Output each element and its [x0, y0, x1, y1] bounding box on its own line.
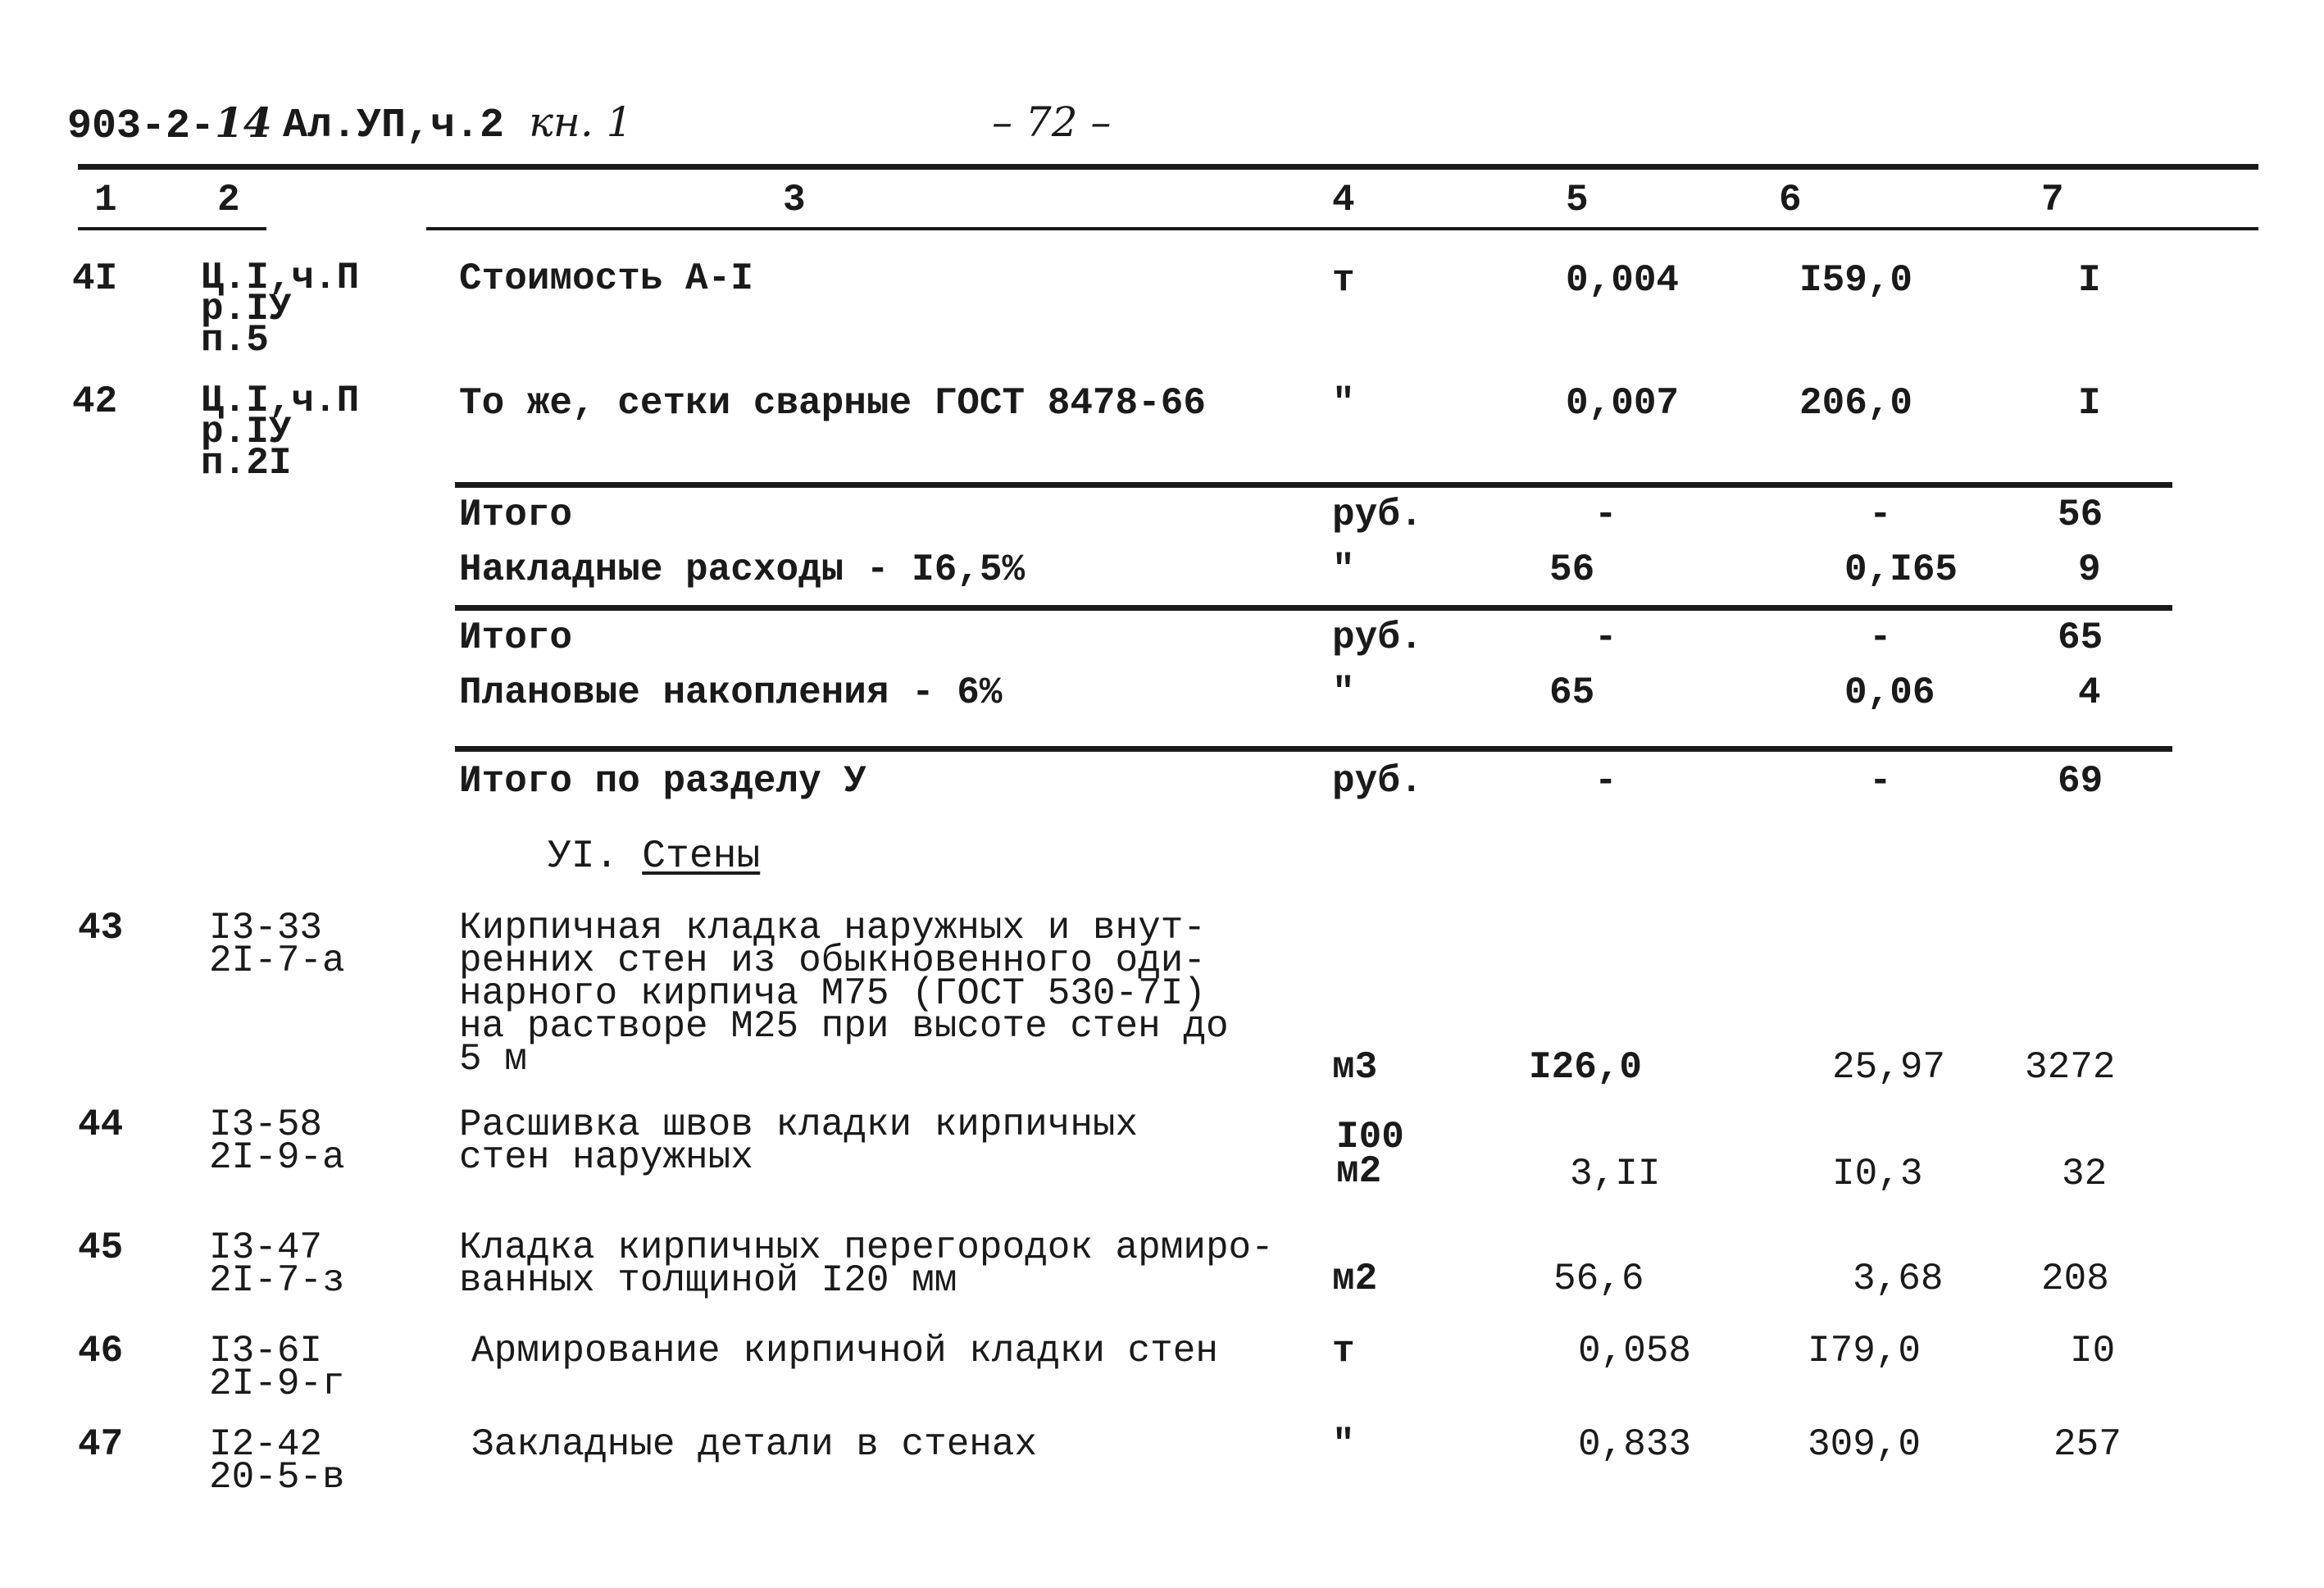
subtotal-1-total: 56 — [2058, 494, 2103, 536]
row-46-number: 46 — [78, 1330, 124, 1372]
subtotal-rule-3 — [455, 746, 2172, 752]
subtotal-2-unit: " — [1332, 548, 1355, 591]
page-number: – 72 – — [992, 98, 1112, 146]
subtotal-2-description: Накладные расходы - I6,5% — [459, 548, 1026, 591]
row-43-price: 25,97 — [1832, 1046, 1946, 1089]
row-42-unit: " — [1332, 382, 1355, 425]
column-header-rule-left — [78, 227, 266, 230]
row-44-number: 44 — [78, 1103, 124, 1146]
subtotal-1-unit: руб. — [1332, 494, 1423, 536]
album-handwritten: кн. 1 — [529, 98, 633, 146]
subtotal-2-price: 0,I65 — [1844, 548, 1958, 591]
row-42-total: I — [2078, 382, 2101, 425]
row-47-total: 257 — [2053, 1423, 2122, 1466]
row-46-price: I79,0 — [1808, 1330, 1922, 1372]
row-45-number: 45 — [78, 1226, 124, 1269]
subtotal-2-total: 9 — [2078, 548, 2101, 591]
section-total-total: 69 — [2058, 760, 2103, 803]
row-41-price: I59,0 — [1799, 259, 1913, 302]
section-total-unit: руб. — [1332, 760, 1423, 803]
row-46-total: I0 — [2070, 1330, 2116, 1372]
row-42-quantity: 0,007 — [1566, 382, 1680, 425]
row-47-number: 47 — [78, 1423, 124, 1466]
section-heading-number: УI. — [548, 835, 643, 879]
row-43-code: I3-33 2I-7-а — [209, 907, 345, 982]
subtotal-rule-1 — [455, 482, 2172, 488]
section-heading-title: Стены — [642, 835, 761, 879]
row-44-quantity: 3,II — [1570, 1153, 1661, 1195]
row-43-unit: м3 — [1332, 1046, 1378, 1089]
subtotal-3-unit: руб. — [1332, 617, 1423, 659]
row-44-total: 32 — [2062, 1153, 2108, 1195]
column-number-1: 1 — [94, 179, 117, 221]
row-47-price: 309,0 — [1808, 1423, 1922, 1466]
column-number-4: 4 — [1332, 179, 1355, 221]
album-reference — [283, 98, 632, 149]
row-45-description: Кладка кирпичных перегородок армиро- ванных толщиной I20 мм — [459, 1226, 1274, 1302]
row-43-total: 3272 — [2025, 1046, 2116, 1089]
subtotal-1-description: Итого — [459, 494, 573, 536]
row-42-price: 206,0 — [1799, 382, 1913, 425]
column-number-3: 3 — [783, 179, 806, 221]
subtotal-rule-2 — [455, 605, 2172, 611]
row-46-description: Армирование кирпичной кладки стен — [471, 1330, 1218, 1372]
row-41-total: I — [2078, 259, 2101, 302]
document-code — [67, 98, 272, 150]
column-header-rule-right — [426, 227, 2258, 230]
subtotal-1-price: - — [1869, 494, 1892, 536]
column-number-5: 5 — [1566, 179, 1589, 221]
table-top-rule — [78, 164, 2258, 170]
column-number-6: 6 — [1779, 179, 1802, 221]
row-46-code: I3-6I 2I-9-г — [209, 1330, 345, 1405]
subtotal-3-quantity: - — [1594, 617, 1617, 659]
row-41-quantity: 0,004 — [1566, 259, 1680, 302]
column-number-7: 7 — [2041, 179, 2064, 221]
row-42-description: То же, сетки сварные ГОСТ 8478-66 — [459, 382, 1206, 425]
subtotal-4-description: Плановые накопления - 6% — [459, 671, 1003, 714]
row-43-number: 43 — [78, 907, 124, 949]
document-code-printed: 903-2- — [67, 103, 216, 150]
subtotal-1-quantity: - — [1594, 494, 1617, 536]
row-41-unit: т — [1332, 259, 1355, 302]
row-42-number: 42 — [72, 380, 118, 423]
subtotal-4-unit: " — [1332, 671, 1355, 714]
row-45-total: 208 — [2041, 1258, 2109, 1300]
subtotal-4-price: 0,06 — [1844, 671, 1935, 714]
row-44-unit: I00 м2 — [1336, 1116, 1404, 1193]
album-printed: Ал.УП,ч.2 — [283, 102, 505, 149]
subtotal-3-total: 65 — [2058, 617, 2103, 659]
row-43-description: Кирпичная кладка наружных и внут- ренних стен из обыкновенного оди- нарного кирпича М75 (ГОСТ 530-7I) на растворе М25 при высоте стен до 5 м — [459, 907, 1229, 1081]
section-total-price: - — [1869, 760, 1892, 803]
subtotal-4-total: 4 — [2078, 671, 2101, 714]
row-45-code: I3-47 2I-7-з — [209, 1226, 345, 1302]
row-41-description: Стоимость А-I — [459, 257, 753, 300]
subtotal-3-description: Итого — [459, 617, 573, 659]
document-code-handwritten: 14 — [215, 98, 272, 147]
row-41-number: 4I — [72, 257, 118, 300]
row-46-unit: т — [1332, 1330, 1355, 1372]
section-total-quantity: - — [1594, 760, 1617, 803]
row-44-code: I3-58 2I-9-а — [209, 1103, 345, 1179]
row-41-code: Ц.I,ч.П р.IУ п.5 — [201, 257, 360, 362]
row-44-price: I0,3 — [1832, 1153, 1923, 1195]
row-47-quantity: 0,833 — [1578, 1423, 1692, 1466]
subtotal-2-quantity: 56 — [1549, 548, 1595, 591]
subtotal-4-quantity: 65 — [1549, 671, 1595, 714]
section-heading — [548, 835, 761, 879]
row-47-code: I2-42 20-5-в — [209, 1423, 345, 1499]
row-47-unit: " — [1332, 1423, 1355, 1466]
column-number-2: 2 — [217, 179, 240, 221]
row-47-description: Закладные детали в стенах — [471, 1423, 1038, 1466]
subtotal-3-price: - — [1869, 617, 1892, 659]
section-total-description: Итого по разделу У — [459, 760, 866, 803]
row-42-code: Ц.I,ч.П р.IУ п.2I — [201, 380, 360, 485]
row-43-quantity: I26,0 — [1529, 1046, 1643, 1089]
row-45-unit: м2 — [1332, 1258, 1378, 1300]
row-45-price: 3,68 — [1853, 1258, 1944, 1300]
row-44-description: Расшивка швов кладки кирпичных стен наружных — [459, 1103, 1139, 1179]
row-46-quantity: 0,058 — [1578, 1330, 1692, 1372]
row-45-quantity: 56,6 — [1553, 1258, 1644, 1300]
